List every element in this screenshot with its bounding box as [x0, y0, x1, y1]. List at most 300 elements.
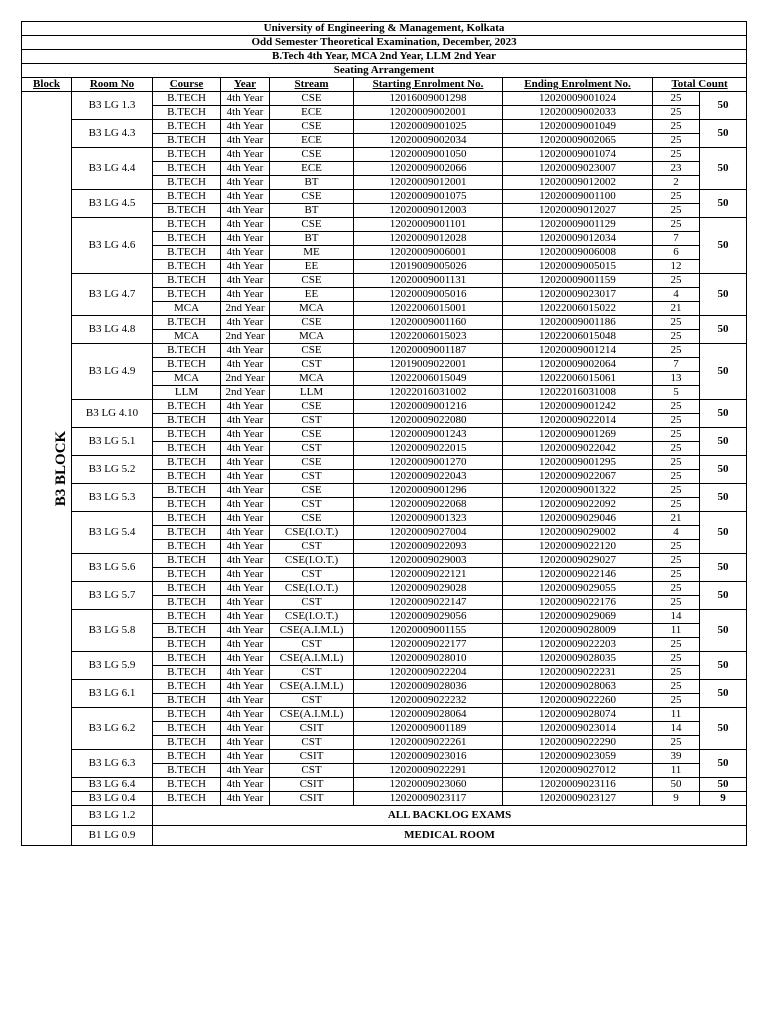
start-enrolment: 12020009022261 [354, 736, 503, 750]
year: 2nd Year [221, 302, 270, 316]
count: 25 [653, 400, 700, 414]
course: B.TECH [153, 596, 221, 610]
end-enrolment: 12020009023007 [503, 162, 653, 176]
year: 4th Year [221, 120, 270, 134]
room-no: B3 LG 4.9 [72, 344, 153, 400]
end-enrolment: 12020009001049 [503, 120, 653, 134]
stream: EE [270, 260, 354, 274]
room-note: ALL BACKLOG EXAMS [153, 806, 747, 826]
end-enrolment: 12020009022146 [503, 568, 653, 582]
year: 2nd Year [221, 330, 270, 344]
end-enrolment: 12020009023014 [503, 722, 653, 736]
course: B.TECH [153, 554, 221, 568]
count: 25 [653, 554, 700, 568]
room-total: 50 [700, 610, 747, 652]
start-enrolment: 12020009022068 [354, 498, 503, 512]
count: 25 [653, 148, 700, 162]
count: 25 [653, 218, 700, 232]
room-total: 50 [700, 778, 747, 792]
start-enrolment: 12019009022001 [354, 358, 503, 372]
room-no: B3 LG 5.3 [72, 484, 153, 512]
end-enrolment: 12020009001295 [503, 456, 653, 470]
room-no: B3 LG 6.1 [72, 680, 153, 708]
stream: CSE [270, 484, 354, 498]
start-enrolment: 12020009022232 [354, 694, 503, 708]
course: B.TECH [153, 736, 221, 750]
room-no: B3 LG 1.3 [72, 92, 153, 120]
course: MCA [153, 302, 221, 316]
stream: CST [270, 666, 354, 680]
start-enrolment: 12020009001216 [354, 400, 503, 414]
column-header: Starting Enrolment No. [354, 78, 503, 92]
count: 25 [653, 330, 700, 344]
course: B.TECH [153, 288, 221, 302]
stream: CSE [270, 92, 354, 106]
stream: ECE [270, 162, 354, 176]
start-enrolment: 12020009023117 [354, 792, 503, 806]
year: 4th Year [221, 638, 270, 652]
table-row [22, 708, 747, 722]
stream: CSE(I.O.T.) [270, 582, 354, 596]
end-enrolment: 12020009002033 [503, 106, 653, 120]
year: 4th Year [221, 344, 270, 358]
year: 4th Year [221, 680, 270, 694]
room-total: 50 [700, 512, 747, 554]
room-no: B3 LG 5.8 [72, 610, 153, 652]
course: B.TECH [153, 92, 221, 106]
year: 4th Year [221, 554, 270, 568]
start-enrolment: 12020009023060 [354, 778, 503, 792]
column-header: Ending Enrolment No. [503, 78, 653, 92]
room-total: 50 [700, 400, 747, 428]
stream: CST [270, 638, 354, 652]
end-enrolment: 12020009001186 [503, 316, 653, 330]
table-row [22, 778, 747, 792]
course: B.TECH [153, 260, 221, 274]
end-enrolment: 12020009028063 [503, 680, 653, 694]
start-enrolment: 12020009028064 [354, 708, 503, 722]
table-row [22, 218, 747, 232]
year: 4th Year [221, 456, 270, 470]
start-enrolment: 12022016031002 [354, 386, 503, 400]
count: 25 [653, 456, 700, 470]
stream: BT [270, 204, 354, 218]
table-row [22, 400, 747, 414]
course: B.TECH [153, 680, 221, 694]
room-total: 50 [700, 344, 747, 400]
count: 14 [653, 610, 700, 624]
table-row [22, 190, 747, 204]
course: B.TECH [153, 204, 221, 218]
room-no: B3 LG 5.6 [72, 554, 153, 582]
year: 4th Year [221, 582, 270, 596]
stream: CSE(I.O.T.) [270, 554, 354, 568]
count: 25 [653, 442, 700, 456]
course: B.TECH [153, 162, 221, 176]
stream: ECE [270, 134, 354, 148]
start-enrolment: 12020009012001 [354, 176, 503, 190]
stream: CSE [270, 316, 354, 330]
start-enrolment: 12020009002034 [354, 134, 503, 148]
stream: CSE [270, 400, 354, 414]
stream: BT [270, 232, 354, 246]
block-label: B3 BLOCK [53, 430, 70, 506]
stream: CSE(A.I.M.L) [270, 680, 354, 694]
year: 4th Year [221, 470, 270, 484]
course: B.TECH [153, 512, 221, 526]
course: B.TECH [153, 232, 221, 246]
year: 4th Year [221, 484, 270, 498]
end-enrolment: 12020009001214 [503, 344, 653, 358]
start-enrolment: 12020009001025 [354, 120, 503, 134]
count: 11 [653, 764, 700, 778]
year: 4th Year [221, 540, 270, 554]
start-enrolment: 12020009005016 [354, 288, 503, 302]
stream: MCA [270, 330, 354, 344]
stream: CST [270, 694, 354, 708]
course: B.TECH [153, 134, 221, 148]
course: B.TECH [153, 344, 221, 358]
end-enrolment: 12020009001129 [503, 218, 653, 232]
stream: CSE [270, 456, 354, 470]
end-enrolment: 12022006015022 [503, 302, 653, 316]
column-header: Room No [72, 78, 153, 92]
room-no: B3 LG 6.4 [72, 778, 153, 792]
course: B.TECH [153, 316, 221, 330]
count: 7 [653, 232, 700, 246]
count: 25 [653, 344, 700, 358]
year: 4th Year [221, 414, 270, 428]
start-enrolment: 12020009001189 [354, 722, 503, 736]
course: B.TECH [153, 498, 221, 512]
table-row [22, 680, 747, 694]
count: 2 [653, 176, 700, 190]
course: B.TECH [153, 610, 221, 624]
count: 25 [653, 498, 700, 512]
year: 4th Year [221, 316, 270, 330]
year: 4th Year [221, 246, 270, 260]
stream: CST [270, 414, 354, 428]
count: 39 [653, 750, 700, 764]
start-enrolment: 12022006015049 [354, 372, 503, 386]
course: B.TECH [153, 638, 221, 652]
end-enrolment: 12020009029002 [503, 526, 653, 540]
count: 25 [653, 568, 700, 582]
table-row [22, 554, 747, 568]
course: B.TECH [153, 624, 221, 638]
year: 4th Year [221, 624, 270, 638]
room-total: 50 [700, 456, 747, 484]
end-enrolment: 12020009028074 [503, 708, 653, 722]
end-enrolment: 12020009027012 [503, 764, 653, 778]
room-no: B3 LG 6.2 [72, 708, 153, 750]
year: 4th Year [221, 610, 270, 624]
start-enrolment: 12020009002001 [354, 106, 503, 120]
stream: CSIT [270, 778, 354, 792]
end-enrolment: 12020009005015 [503, 260, 653, 274]
room-total: 50 [700, 316, 747, 344]
stream: CST [270, 358, 354, 372]
table-row [22, 512, 747, 526]
start-enrolment: 12020009022291 [354, 764, 503, 778]
end-enrolment: 12020009022120 [503, 540, 653, 554]
year: 4th Year [221, 652, 270, 666]
end-enrolment: 12020009006008 [503, 246, 653, 260]
course: B.TECH [153, 176, 221, 190]
count: 4 [653, 526, 700, 540]
special-row [22, 826, 747, 846]
room-total: 50 [700, 218, 747, 274]
end-enrolment: 12020009012027 [503, 204, 653, 218]
end-enrolment: 12020009001159 [503, 274, 653, 288]
count: 25 [653, 190, 700, 204]
room-total: 50 [700, 680, 747, 708]
course: B.TECH [153, 414, 221, 428]
year: 4th Year [221, 204, 270, 218]
room-no: B3 LG 4.10 [72, 400, 153, 428]
start-enrolment: 12016009001298 [354, 92, 503, 106]
start-enrolment: 12020009022015 [354, 442, 503, 456]
course: B.TECH [153, 568, 221, 582]
end-enrolment: 12020009022042 [503, 442, 653, 456]
count: 50 [653, 778, 700, 792]
room-total: 50 [700, 750, 747, 778]
count: 7 [653, 358, 700, 372]
column-header: Block [22, 78, 72, 92]
end-enrolment: 12020009012002 [503, 176, 653, 190]
end-enrolment: 12020009023127 [503, 792, 653, 806]
course: B.TECH [153, 442, 221, 456]
start-enrolment: 12020009022080 [354, 414, 503, 428]
table-row [22, 750, 747, 764]
count: 13 [653, 372, 700, 386]
stream: CST [270, 540, 354, 554]
room-total: 50 [700, 190, 747, 218]
table-row [22, 456, 747, 470]
course: B.TECH [153, 722, 221, 736]
course: B.TECH [153, 274, 221, 288]
course: B.TECH [153, 526, 221, 540]
column-header: Year [221, 78, 270, 92]
year: 4th Year [221, 400, 270, 414]
course: B.TECH [153, 246, 221, 260]
room-no: B3 LG 0.4 [72, 792, 153, 806]
year: 4th Year [221, 442, 270, 456]
special-row [22, 806, 747, 826]
year: 4th Year [221, 498, 270, 512]
header-line: University of Engineering & Management, Kolkata [22, 22, 747, 36]
start-enrolment: 12020009029056 [354, 610, 503, 624]
room-total: 50 [700, 484, 747, 512]
course: B.TECH [153, 470, 221, 484]
end-enrolment: 12020009022067 [503, 470, 653, 484]
start-enrolment: 12020009001050 [354, 148, 503, 162]
start-enrolment: 12020009022147 [354, 596, 503, 610]
count: 25 [653, 736, 700, 750]
year: 4th Year [221, 708, 270, 722]
room-total: 50 [700, 120, 747, 148]
stream: CST [270, 442, 354, 456]
stream: CSE [270, 274, 354, 288]
start-enrolment: 12020009012028 [354, 232, 503, 246]
course: B.TECH [153, 190, 221, 204]
stream: CSE [270, 218, 354, 232]
start-enrolment: 12020009001101 [354, 218, 503, 232]
header-line: Odd Semester Theoretical Examination, December, 2023 [22, 36, 747, 50]
room-no: B3 LG 4.6 [72, 218, 153, 274]
count: 9 [653, 792, 700, 806]
count: 25 [653, 680, 700, 694]
room-no: B3 LG 5.7 [72, 582, 153, 610]
year: 4th Year [221, 190, 270, 204]
table-row [22, 652, 747, 666]
seating-table [21, 21, 747, 846]
end-enrolment: 12020009001322 [503, 484, 653, 498]
stream: MCA [270, 372, 354, 386]
start-enrolment: 12020009028010 [354, 652, 503, 666]
room-no: B3 LG 5.9 [72, 652, 153, 680]
count: 4 [653, 288, 700, 302]
room-total: 50 [700, 708, 747, 750]
year: 4th Year [221, 596, 270, 610]
year: 4th Year [221, 148, 270, 162]
header-line: Seating Arrangement [22, 64, 747, 78]
count: 11 [653, 708, 700, 722]
table-row [22, 610, 747, 624]
room-total: 50 [700, 652, 747, 680]
table-row [22, 316, 747, 330]
course: MCA [153, 330, 221, 344]
count: 25 [653, 428, 700, 442]
end-enrolment: 12020009001074 [503, 148, 653, 162]
count: 25 [653, 694, 700, 708]
count: 21 [653, 512, 700, 526]
start-enrolment: 12020009022093 [354, 540, 503, 554]
end-enrolment: 12020009029027 [503, 554, 653, 568]
room-no: B1 LG 0.9 [72, 826, 153, 846]
year: 4th Year [221, 232, 270, 246]
year: 4th Year [221, 106, 270, 120]
end-enrolment: 12020009029046 [503, 512, 653, 526]
table-row [22, 120, 747, 134]
stream: BT [270, 176, 354, 190]
end-enrolment: 12020009001242 [503, 400, 653, 414]
count: 21 [653, 302, 700, 316]
room-no: B3 LG 5.1 [72, 428, 153, 456]
start-enrolment: 12020009012003 [354, 204, 503, 218]
start-enrolment: 12020009001243 [354, 428, 503, 442]
year: 4th Year [221, 176, 270, 190]
column-header: Course [153, 78, 221, 92]
start-enrolment: 12022006015001 [354, 302, 503, 316]
course: B.TECH [153, 106, 221, 120]
end-enrolment: 12020009022014 [503, 414, 653, 428]
start-enrolment: 12020009028036 [354, 680, 503, 694]
end-enrolment: 12022006015061 [503, 372, 653, 386]
year: 4th Year [221, 778, 270, 792]
stream: MCA [270, 302, 354, 316]
room-no: B3 LG 4.4 [72, 148, 153, 190]
count: 25 [653, 414, 700, 428]
count: 5 [653, 386, 700, 400]
end-enrolment: 12020009012034 [503, 232, 653, 246]
year: 4th Year [221, 428, 270, 442]
end-enrolment: 12020009023116 [503, 778, 653, 792]
end-enrolment: 12022016031008 [503, 386, 653, 400]
course: B.TECH [153, 652, 221, 666]
end-enrolment: 12020009023017 [503, 288, 653, 302]
year: 4th Year [221, 736, 270, 750]
year: 4th Year [221, 218, 270, 232]
stream: EE [270, 288, 354, 302]
end-enrolment: 12020009022290 [503, 736, 653, 750]
start-enrolment: 12020009027004 [354, 526, 503, 540]
room-total: 50 [700, 554, 747, 582]
start-enrolment: 12019009005026 [354, 260, 503, 274]
start-enrolment: 12020009002066 [354, 162, 503, 176]
start-enrolment: 12020009022043 [354, 470, 503, 484]
start-enrolment: 12020009022204 [354, 666, 503, 680]
room-total: 50 [700, 92, 747, 120]
year: 4th Year [221, 568, 270, 582]
end-enrolment: 12020009001100 [503, 190, 653, 204]
end-enrolment: 12020009028035 [503, 652, 653, 666]
end-enrolment: 12020009022092 [503, 498, 653, 512]
table-row [22, 148, 747, 162]
stream: CST [270, 596, 354, 610]
stream: CSE(A.I.M.L) [270, 624, 354, 638]
stream: CSE [270, 344, 354, 358]
end-enrolment: 12020009022176 [503, 596, 653, 610]
stream: ME [270, 246, 354, 260]
course: B.TECH [153, 694, 221, 708]
stream: CSE(A.I.M.L) [270, 652, 354, 666]
room-no: B3 LG 6.3 [72, 750, 153, 778]
room-total: 50 [700, 582, 747, 610]
count: 25 [653, 316, 700, 330]
course: B.TECH [153, 456, 221, 470]
count: 25 [653, 92, 700, 106]
stream: CST [270, 498, 354, 512]
year: 4th Year [221, 162, 270, 176]
end-enrolment: 12020009022203 [503, 638, 653, 652]
year: 4th Year [221, 92, 270, 106]
start-enrolment: 12020009029028 [354, 582, 503, 596]
count: 14 [653, 722, 700, 736]
start-enrolment: 12022006015023 [354, 330, 503, 344]
end-enrolment: 12020009002065 [503, 134, 653, 148]
end-enrolment: 12020009029055 [503, 582, 653, 596]
start-enrolment: 12020009022121 [354, 568, 503, 582]
start-enrolment: 12020009001155 [354, 624, 503, 638]
count: 23 [653, 162, 700, 176]
column-header: Stream [270, 78, 354, 92]
header-line: B.Tech 4th Year, MCA 2nd Year, LLM 2nd Year [22, 50, 747, 64]
end-enrolment: 12020009028009 [503, 624, 653, 638]
course: B.TECH [153, 358, 221, 372]
year: 4th Year [221, 764, 270, 778]
year: 4th Year [221, 288, 270, 302]
room-no: B3 LG 1.2 [72, 806, 153, 826]
course: B.TECH [153, 708, 221, 722]
table-row [22, 92, 747, 106]
count: 25 [653, 106, 700, 120]
end-enrolment: 12022006015048 [503, 330, 653, 344]
room-note: MEDICAL ROOM [153, 826, 747, 846]
stream: CSIT [270, 722, 354, 736]
count: 25 [653, 666, 700, 680]
year: 2nd Year [221, 372, 270, 386]
